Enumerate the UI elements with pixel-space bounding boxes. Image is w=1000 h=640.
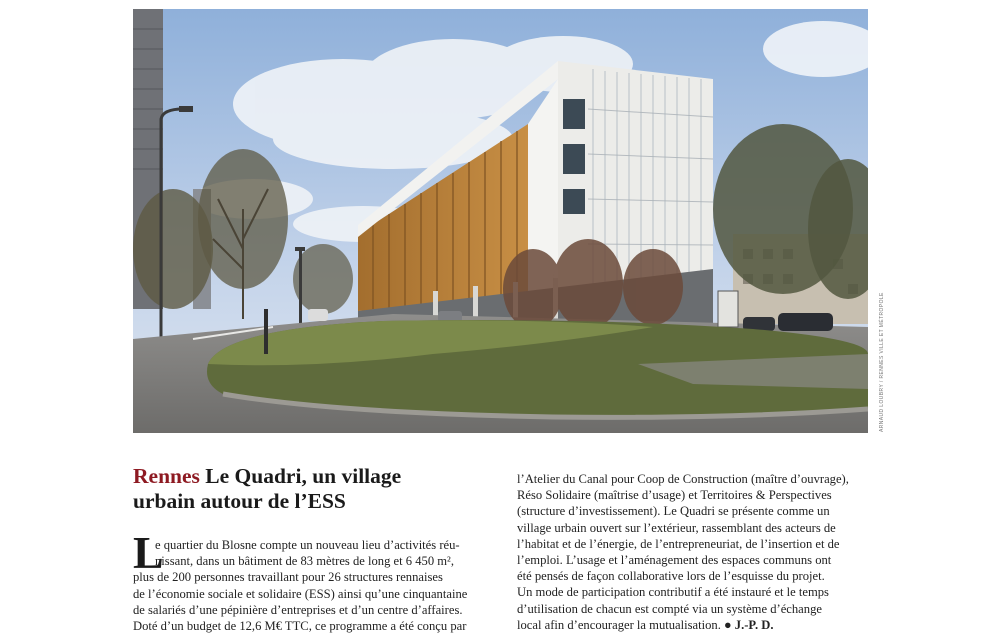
headline-title-line1: Le Quadri, un village [199,464,402,488]
body-line: Doté d’un budget de 12,6 M€ TTC, ce programme a été conçu par [133,619,467,634]
body-line: (structure d’investissement). Le Quadri se présente comme un [517,504,830,519]
body-line: nissant, dans un bâtiment de 83 mètres de long et 6 450 m², [155,554,454,569]
body-line: été pensés de façon collaborative lors de l’esquisse du projet. [517,569,825,584]
body-line: Un mode de participation contributif a été instauré et le temps [517,585,829,600]
body-line: de salariés d’une pépinière d’entreprises et d’un centre d’affaires. [133,602,463,617]
body-line: l’Atelier du Canal pour Coop de Construction (maître d’ouvrage), [517,472,849,486]
headline-city: Rennes [133,464,200,488]
article-column-2 [517,471,871,633]
photo-credit: ARNAUD LOUBRY / RENNES VILLE ET MÉTROPOLE [879,292,885,432]
body-line: plus de 200 personnes travaillant pour 26 structures rennaises [133,570,443,585]
body-line-text: local afin d’encourager la mutualisation. [517,617,721,632]
body-line: village urbain ouvert sur l’extérieur, rassemblant des acteurs de [517,520,836,535]
headline-title-line2: urbain autour de l’ESS [133,489,346,513]
body-line: e quartier du Blosne compte un nouveau lieu d’activités réu- [155,538,460,552]
body-line: l’habitat et de l’énergie, de l’entrepreneuriat, de l’insertion et de [517,536,840,551]
article-photo [133,9,868,433]
article-column-1 [133,537,485,634]
drop-cap: L [133,527,164,578]
body-line: d’utilisation de chacun est compté via un système d’échange [517,601,822,616]
article-headline [133,464,473,514]
body-line: l’emploi. L’usage et l’aménagement des espaces communs ont [517,553,832,568]
body-line-last [517,617,871,633]
author-signoff: ● J.-P. D. [720,617,774,632]
body-line: de l’économie sociale et solidaire (ESS) ainsi qu’une cinquantaine [133,586,468,601]
body-line: Réso Solidaire (maîtrise d’usage) et Territoires & Perspectives [517,488,832,503]
